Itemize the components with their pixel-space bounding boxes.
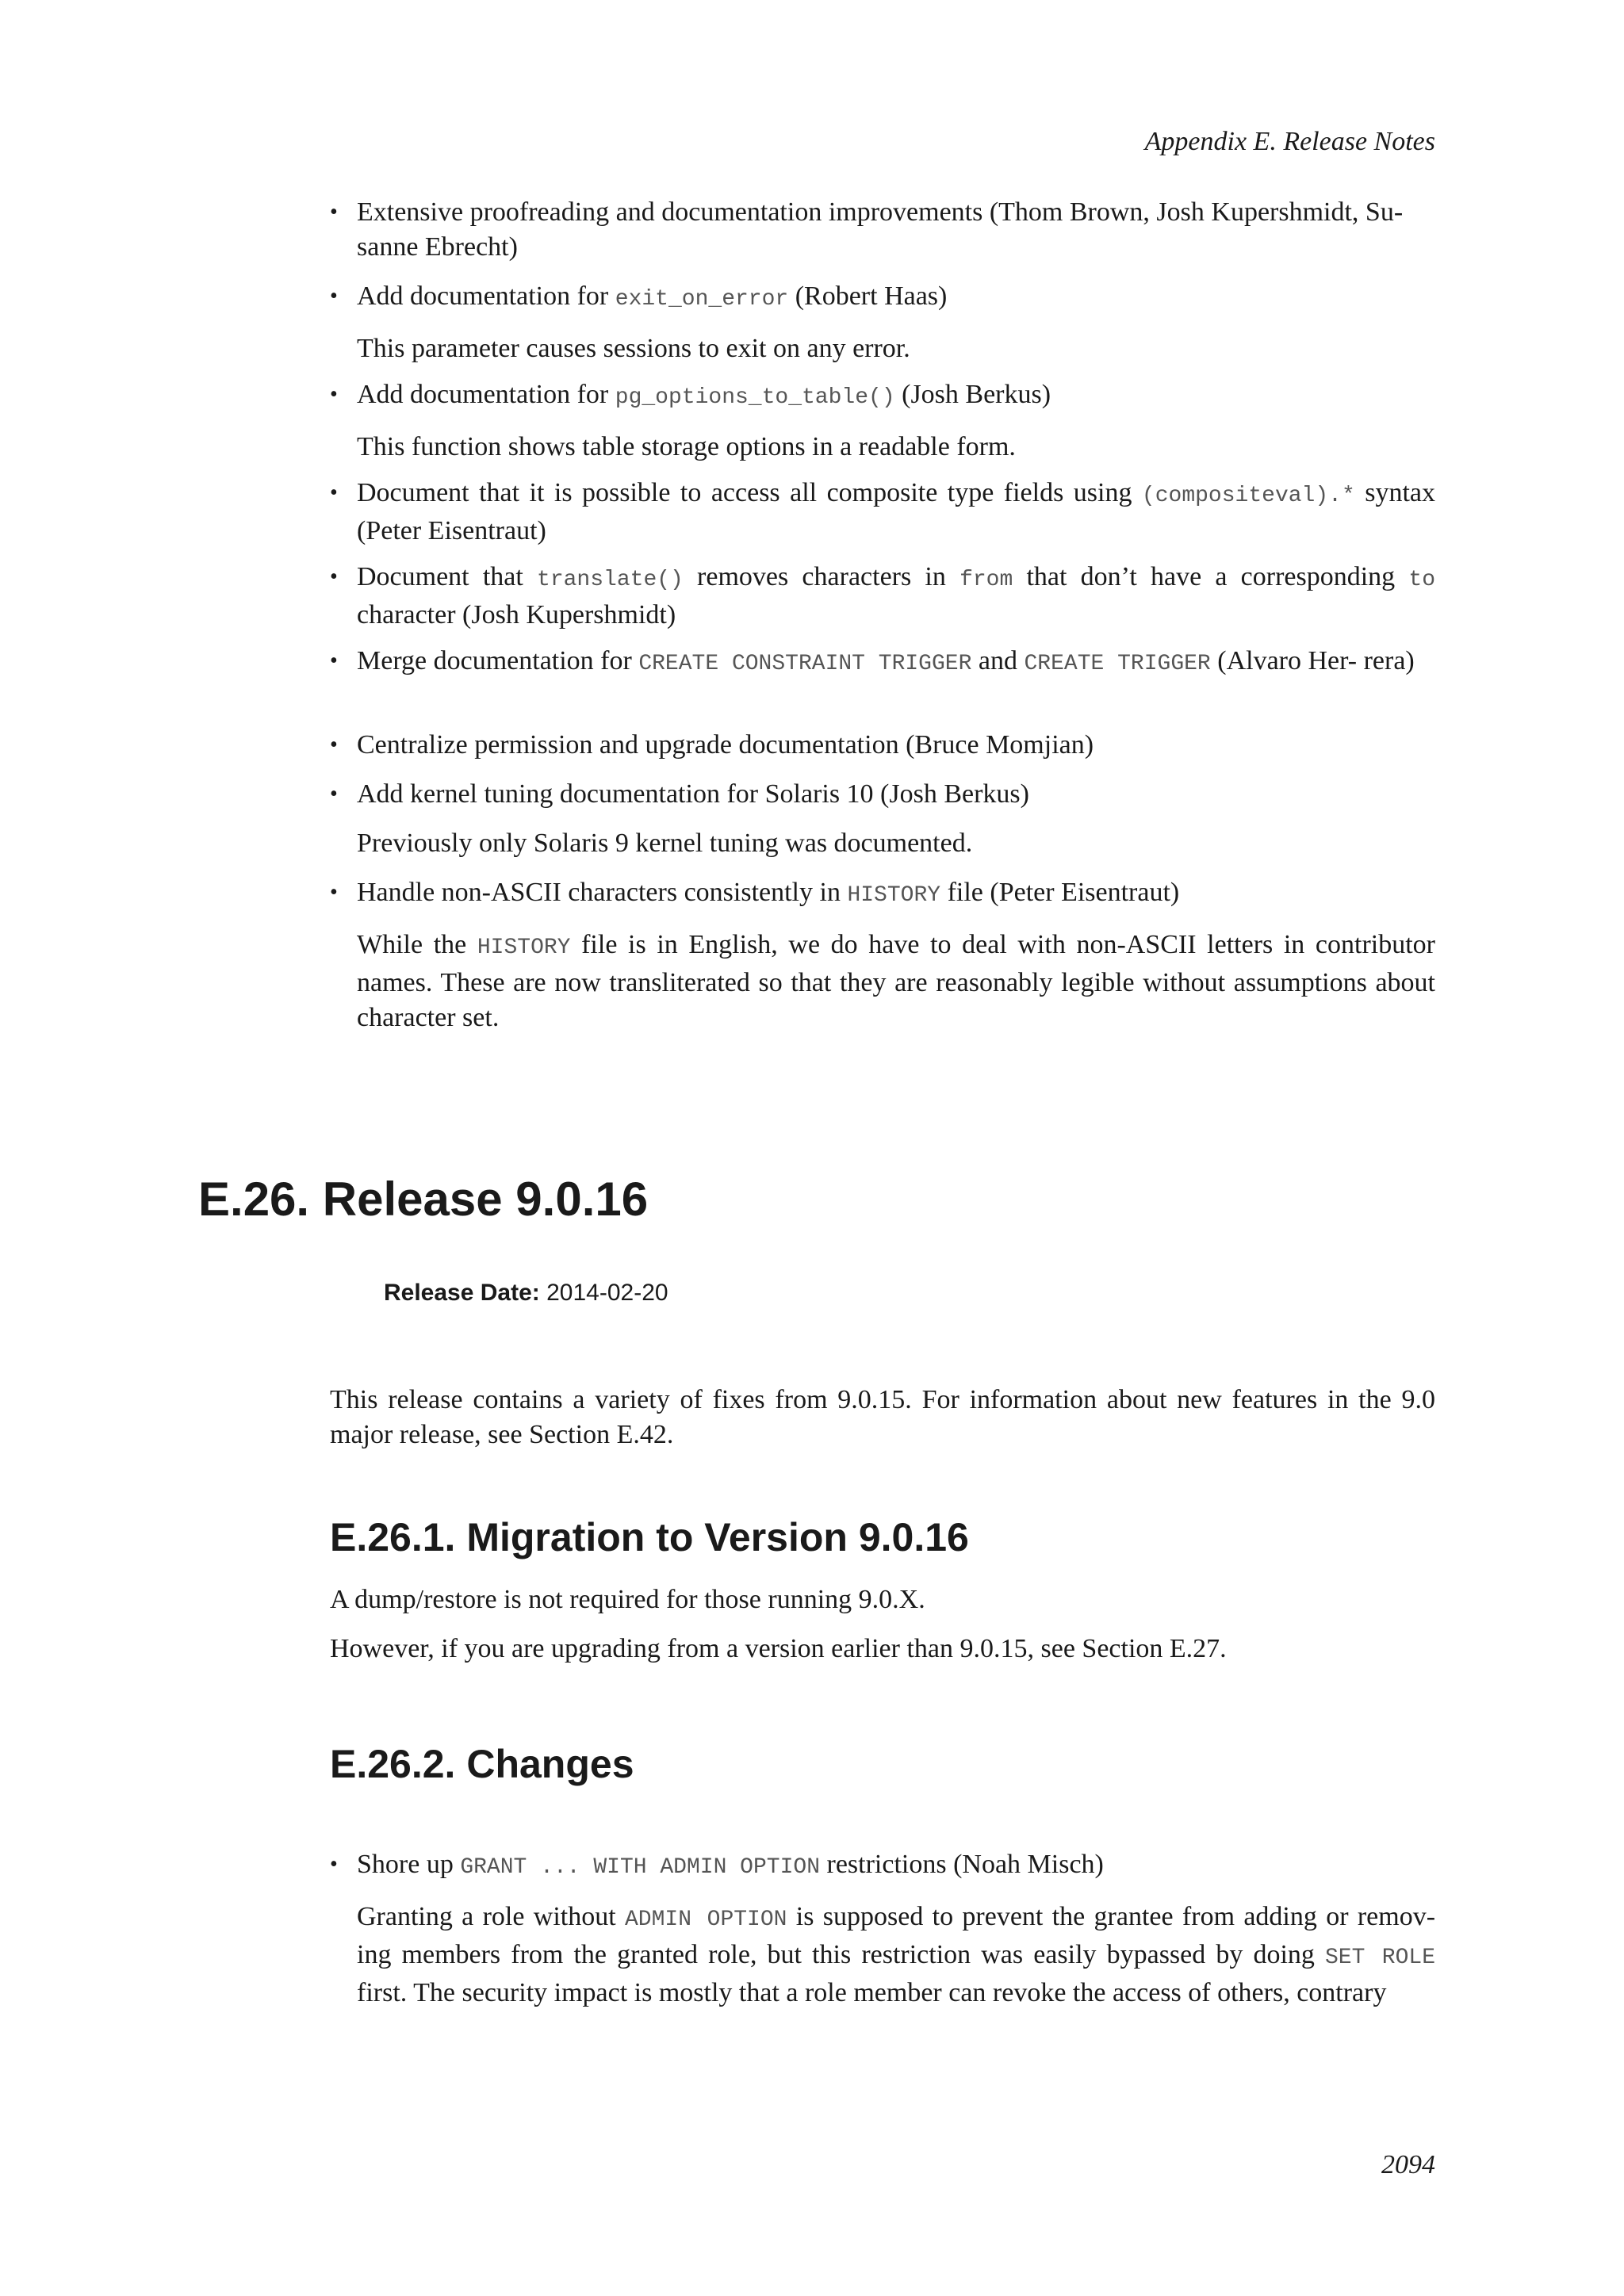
list-item xyxy=(330,1847,1435,2011)
section-title: E.26. Release 9.0.16 xyxy=(198,1173,649,1226)
item-line: • Add kernel tuning documentation for Solaris 10 (Josh Berkus) xyxy=(330,779,1029,809)
page-number: 2094 xyxy=(1381,2150,1435,2179)
item-desc: While the HISTORY file is in English, we do have to deal with non-ASCII letters in contributor names. These are now transliterated so that they are reasonably legible without assumptions about character set. xyxy=(357,930,1435,1032)
list-item xyxy=(330,777,1435,861)
item-desc: Granting a role without ADMIN OPTION is supposed to prevent the grantee from adding or remov- ing members from the granted role, but this restriction was easily bypassed by doing SET ROLE first. The security impact is mostly that a role member can revoke the access of others, contrary xyxy=(357,1902,1436,2007)
item-desc: This parameter causes sessions to exit on any error. xyxy=(357,334,910,363)
item-line: • Document that it is possible to access all composite type fields using (compositeval).* syntax (Peter Eisentraut) xyxy=(330,478,1435,545)
top-list xyxy=(330,195,1435,265)
list-item xyxy=(330,875,1435,1035)
item-line: • Merge documentation for CREATE CONSTRAINT TRIGGER and CREATE TRIGGER (Alvaro Her- rera) xyxy=(330,646,1415,676)
list-item xyxy=(330,476,1435,549)
item-line: • Handle non-ASCII characters consistently in HISTORY file (Peter Eisentraut) xyxy=(330,878,1180,908)
subsection-title-migration: E.26.1. Migration to Version 9.0.16 xyxy=(330,1515,969,1559)
item-desc: Previously only Solaris 9 kernel tuning was documented. xyxy=(357,828,973,858)
list-item xyxy=(330,279,1435,366)
item-line: • Shore up GRANT ... WITH ADMIN OPTION restrictions (Noah Misch) xyxy=(330,1850,1104,1880)
list-item xyxy=(330,728,1435,763)
intro-paragraph: This release contains a variety of fixes from 9.0.15. For information about new features in the 9.0 major release, see Section E.42. xyxy=(330,1385,1435,1449)
bullet: • xyxy=(330,200,338,224)
item-line: • Centralize permission and upgrade documentation (Bruce Momjian) xyxy=(330,730,1094,760)
list-item xyxy=(330,377,1435,465)
list-item xyxy=(330,195,1435,265)
release-date: Release Date: 2014-02-20 xyxy=(384,1280,668,1306)
running-header: Appendix E. Release Notes xyxy=(1144,127,1435,156)
subsection-title-changes: E.26.2. Changes xyxy=(330,1742,634,1786)
item-line: • Document that translate() removes characters in from that don’t have a corresponding to character (Josh Kupershmidt) xyxy=(330,562,1435,629)
migration-text: A dump/restore is not required for those running 9.0.X. However, if you are upgrading from a version earlier than 9.0.15, see Section E.27. xyxy=(330,1585,1227,1663)
item-desc: This function shows table storage options in a readable form. xyxy=(357,432,1016,461)
item-line: • Add documentation for pg_options_to_table() (Josh Berkus) xyxy=(330,380,1051,410)
item-text: Extensive proofreading and documentation improvements (Thom Brown, Josh Kupershmidt, Su- sanne Ebrecht) xyxy=(357,197,1404,262)
list-item xyxy=(330,560,1435,633)
item-line: • Add documentation for exit_on_error (Robert Haas) xyxy=(330,281,948,312)
list-item xyxy=(330,644,1435,682)
